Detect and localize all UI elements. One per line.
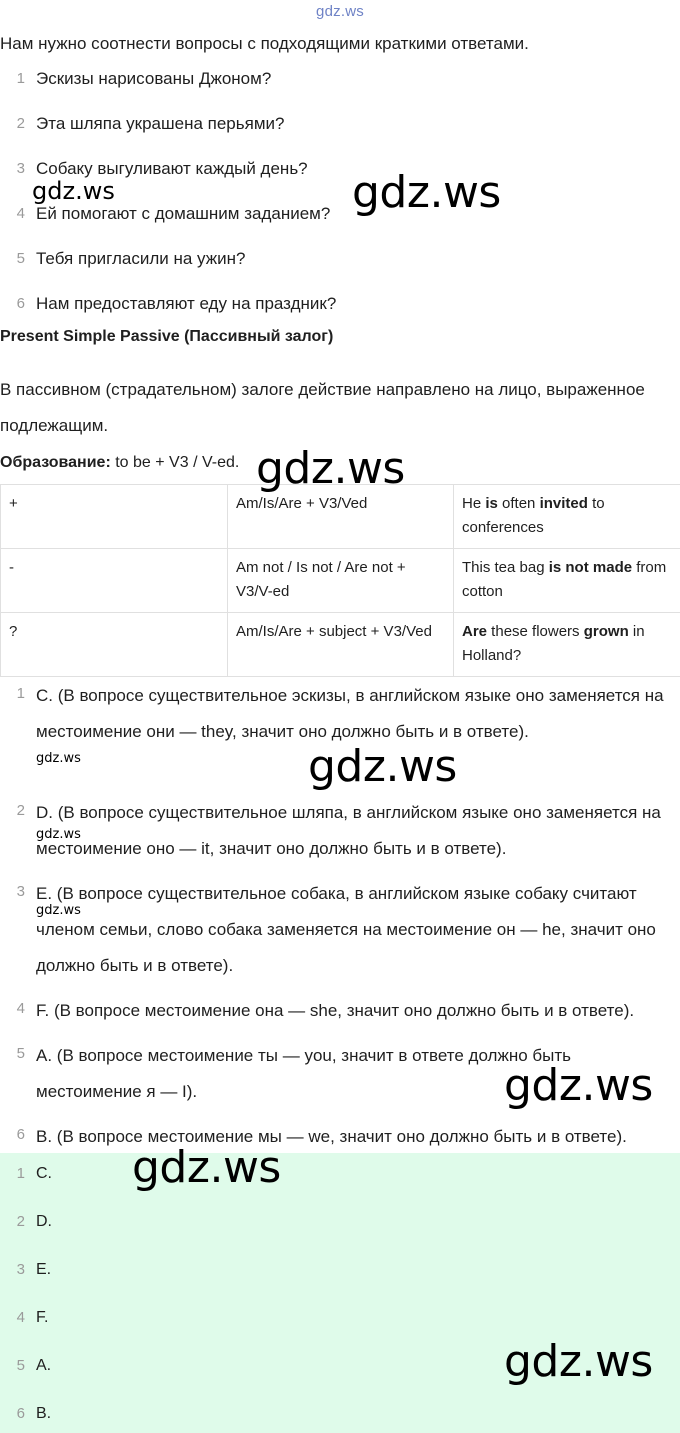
grammar-heading: Present Simple Passive (Пассивный залог) (0, 328, 334, 345)
item-number: 2 (16, 115, 25, 132)
question-text: Ей помогают с домашним заданием? (36, 204, 331, 223)
answer-text: C. (36, 1165, 52, 1182)
list-item (0, 68, 680, 90)
question-text: Собаку выгуливают каждый день? (36, 159, 308, 178)
passive-table (0, 484, 680, 677)
table-cell-formula: Am not / Is not / Are not + V3/V-ed (228, 549, 454, 613)
table-cell-sign: ? (1, 613, 228, 677)
watermark: gdz.ws (504, 1336, 653, 1387)
explanation-text: A. (В вопросе местоимение ты — you, значит в ответе должно быть местоимение я — I). (36, 1046, 572, 1101)
explanation-text: E. (В вопросе существительное собака, в английском языке собаку считают членом семьи, слово собака заменяется на местоимение он — he, значит оно должно быть и в ответе). (36, 884, 656, 975)
table-cell-formula: Am/Is/Are + subject + V3/Ved (228, 613, 454, 677)
table-row (1, 485, 680, 549)
list-item (0, 1211, 680, 1233)
formation-value: to be + V3 / V-ed. (110, 454, 240, 471)
list-item (0, 113, 680, 135)
answer-text: A. (36, 1357, 52, 1374)
grammar-paragraph: В пассивном (страдательном) залоге действие направлено на лицо, выраженное подлежащим. (0, 380, 645, 435)
item-number: 4 (16, 1000, 25, 1017)
question-text: Нам предоставляют еду на праздник? (36, 294, 337, 313)
formation-label: Образование: (0, 454, 111, 471)
item-number: 5 (16, 1357, 25, 1374)
item-number: 2 (16, 1213, 25, 1230)
watermark: gdz.ws (132, 1142, 281, 1193)
table-cell-example: He is often invited to conferences (454, 485, 680, 549)
item-number: 5 (16, 250, 25, 267)
item-number: 4 (16, 1309, 25, 1326)
item-number: 6 (16, 1405, 25, 1422)
watermark: gdz.ws (504, 1060, 653, 1111)
item-number: 5 (16, 1045, 25, 1062)
list-item (0, 1163, 680, 1185)
list-item (0, 293, 680, 315)
site-watermark-header: gdz.ws (316, 3, 364, 20)
watermark: gdz.ws (36, 751, 81, 766)
explanation-text: F. (В вопросе местоимение она — she, значит оно должно быть и в ответе). (36, 1001, 635, 1020)
item-number: 6 (16, 1126, 25, 1143)
table-cell-sign: - (1, 549, 228, 613)
list-item (0, 1403, 680, 1425)
explanation-text: B. (В вопросе местоимение мы — we, значит оно должно быть и в ответе). (36, 1127, 627, 1146)
list-item (0, 248, 680, 270)
explanation-text: D. (В вопросе существительное шляпа, в английском языке оно заменяется на местоимение оно — it, значит оно должно быть и в ответе). (36, 803, 661, 858)
question-text: Эта шляпа украшена перьями? (36, 114, 285, 133)
answers-panel (0, 1153, 680, 1433)
item-number: 1 (16, 685, 25, 702)
table-cell-formula: Am/Is/Are + V3/Ved (228, 485, 454, 549)
watermark: gdz.ws (36, 827, 81, 842)
item-number: 4 (16, 205, 25, 222)
watermark: gdz.ws (36, 903, 81, 918)
item-number: 3 (16, 883, 25, 900)
answer-text: D. (36, 1213, 52, 1230)
table-cell-example: This tea bag is not made from cotton (454, 549, 680, 613)
table-cell-sign: + (1, 485, 228, 549)
list-item (0, 1307, 680, 1329)
table-row (1, 613, 680, 677)
question-text: Тебя пригласили на ужин? (36, 249, 246, 268)
table-cell-example: Are these flowers grown in Holland? (454, 613, 680, 677)
item-number: 6 (16, 295, 25, 312)
explanation-text: C. (В вопросе существительное эскизы, в английском языке оно заменяется на местоимение они — they, значит оно должно быть и в ответе). (36, 686, 664, 741)
formation-line (0, 454, 239, 472)
list-item (0, 1259, 680, 1281)
answer-text: F. (36, 1309, 49, 1326)
item-number: 2 (16, 802, 25, 819)
watermark: gdz.ws (308, 741, 457, 792)
answer-text: B. (36, 1405, 52, 1422)
intro-text: Нам нужно соотнести вопросы с подходящими краткими ответами. (0, 34, 529, 53)
question-text: Эскизы нарисованы Джоном? (36, 69, 272, 88)
list-item (0, 203, 680, 225)
watermark: gdz.ws (352, 167, 501, 218)
watermark: gdz.ws (32, 177, 115, 205)
watermark: gdz.ws (256, 443, 405, 494)
answer-text: E. (36, 1261, 52, 1278)
item-number: 1 (16, 70, 25, 87)
item-number: 1 (16, 1165, 25, 1182)
table-row (1, 549, 680, 613)
item-number: 3 (16, 1261, 25, 1278)
item-number: 3 (16, 160, 25, 177)
